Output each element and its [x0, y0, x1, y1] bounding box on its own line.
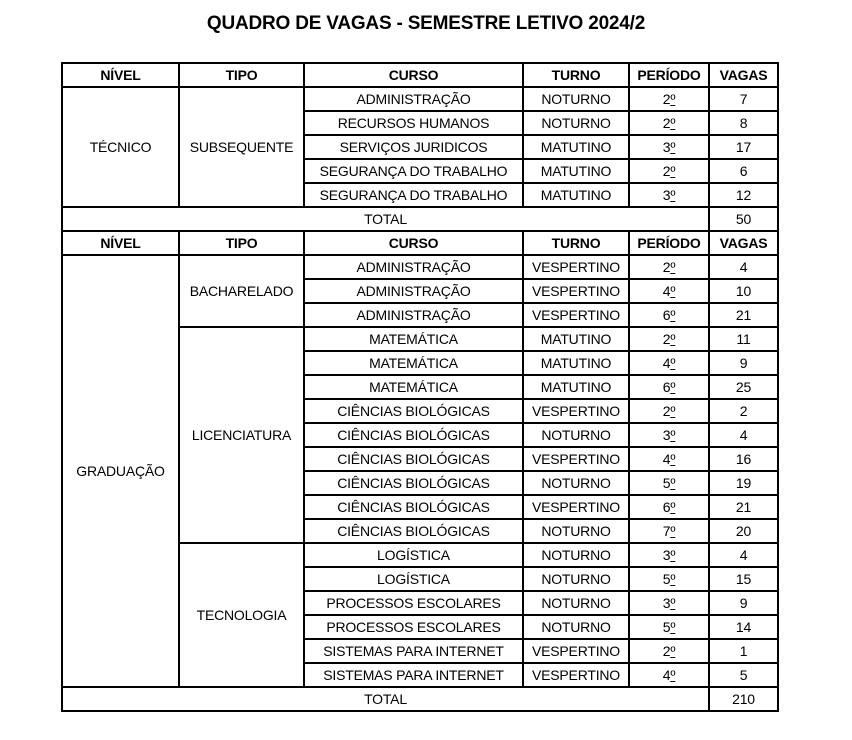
turno-cell: MATUTINO: [523, 135, 629, 159]
col-header-vagas: VAGAS: [709, 63, 778, 87]
curso-cell: SEGURANÇA DO TRABALHO: [304, 159, 523, 183]
periodo-cell: 2º: [629, 639, 709, 663]
turno-cell: MATUTINO: [523, 159, 629, 183]
vagas-cell: 5: [709, 663, 778, 687]
periodo-cell: 7º: [629, 519, 709, 543]
vagas-cell: 21: [709, 303, 778, 327]
col-header-periodo: PERÍODO: [629, 63, 709, 87]
col-header-curso: CURSO: [304, 231, 523, 255]
turno-cell: MATUTINO: [523, 351, 629, 375]
curso-cell: PROCESSOS ESCOLARES: [304, 591, 523, 615]
total-label: TOTAL: [62, 207, 709, 231]
curso-cell: ADMINISTRAÇÃO: [304, 255, 523, 279]
col-header-nivel: NÍVEL: [62, 231, 179, 255]
vagas-cell: 21: [709, 495, 778, 519]
tipo-cell: SUBSEQUENTE: [179, 87, 304, 207]
periodo-cell: 6º: [629, 375, 709, 399]
tipo-cell: LICENCIATURA: [179, 327, 304, 543]
turno-cell: NOTURNO: [523, 519, 629, 543]
col-header-periodo: PERÍODO: [629, 231, 709, 255]
turno-cell: MATUTINO: [523, 375, 629, 399]
col-header-vagas: VAGAS: [709, 231, 778, 255]
total-row: [62, 207, 778, 231]
periodo-cell: 3º: [629, 135, 709, 159]
turno-cell: VESPERTINO: [523, 399, 629, 423]
periodo-cell: 4º: [629, 279, 709, 303]
curso-cell: CIÊNCIAS BIOLÓGICAS: [304, 495, 523, 519]
curso-cell: MATEMÁTICA: [304, 327, 523, 351]
curso-cell: LOGÍSTICA: [304, 543, 523, 567]
turno-cell: NOTURNO: [523, 615, 629, 639]
turno-cell: VESPERTINO: [523, 663, 629, 687]
vagas-cell: 14: [709, 615, 778, 639]
vagas-cell: 19: [709, 471, 778, 495]
vagas-cell: 9: [709, 591, 778, 615]
curso-cell: ADMINISTRAÇÃO: [304, 279, 523, 303]
vagas-cell: 16: [709, 447, 778, 471]
vagas-cell: 6: [709, 159, 778, 183]
periodo-cell: 5º: [629, 567, 709, 591]
periodo-cell: 2º: [629, 159, 709, 183]
total-row: [62, 687, 778, 711]
nivel-cell: TÉCNICO: [62, 87, 179, 207]
turno-cell: VESPERTINO: [523, 303, 629, 327]
vagas-cell: 17: [709, 135, 778, 159]
turno-cell: NOTURNO: [523, 423, 629, 447]
header-row: [62, 63, 778, 87]
periodo-cell: 2º: [629, 255, 709, 279]
col-header-curso: CURSO: [304, 63, 523, 87]
curso-cell: SISTEMAS PARA INTERNET: [304, 639, 523, 663]
periodo-cell: 3º: [629, 543, 709, 567]
curso-cell: SISTEMAS PARA INTERNET: [304, 663, 523, 687]
header-row: [62, 231, 778, 255]
turno-cell: VESPERTINO: [523, 639, 629, 663]
col-header-tipo: TIPO: [179, 231, 304, 255]
periodo-cell: 3º: [629, 183, 709, 207]
vagas-cell: 1: [709, 639, 778, 663]
curso-cell: SERVIÇOS JURIDICOS: [304, 135, 523, 159]
vagas-cell: 8: [709, 111, 778, 135]
nivel-cell: GRADUAÇÃO: [62, 255, 179, 687]
tipo-cell: BACHARELADO: [179, 255, 304, 327]
vagas-cell: 25: [709, 375, 778, 399]
curso-cell: SEGURANÇA DO TRABALHO: [304, 183, 523, 207]
turno-cell: MATUTINO: [523, 327, 629, 351]
vagas-cell: 20: [709, 519, 778, 543]
periodo-cell: 4º: [629, 351, 709, 375]
periodo-cell: 6º: [629, 495, 709, 519]
curso-cell: LOGÍSTICA: [304, 567, 523, 591]
periodo-cell: 5º: [629, 471, 709, 495]
turno-cell: VESPERTINO: [523, 447, 629, 471]
periodo-cell: 4º: [629, 663, 709, 687]
vagas-cell: 12: [709, 183, 778, 207]
vagas-cell: 11: [709, 327, 778, 351]
curso-cell: CIÊNCIAS BIOLÓGICAS: [304, 423, 523, 447]
periodo-cell: 2º: [629, 87, 709, 111]
periodo-cell: 2º: [629, 399, 709, 423]
turno-cell: VESPERTINO: [523, 495, 629, 519]
periodo-cell: 5º: [629, 615, 709, 639]
turno-cell: NOTURNO: [523, 567, 629, 591]
periodo-cell: 6º: [629, 303, 709, 327]
curso-cell: MATEMÁTICA: [304, 351, 523, 375]
vagas-table: [61, 62, 779, 712]
curso-cell: CIÊNCIAS BIOLÓGICAS: [304, 399, 523, 423]
table-row: [62, 255, 778, 279]
vagas-cell: 7: [709, 87, 778, 111]
vagas-cell: 4: [709, 423, 778, 447]
page-title: QUADRO DE VAGAS - SEMESTRE LETIVO 2024/2: [206, 13, 646, 34]
turno-cell: NOTURNO: [523, 111, 629, 135]
curso-cell: ADMINISTRAÇÃO: [304, 303, 523, 327]
curso-cell: CIÊNCIAS BIOLÓGICAS: [304, 471, 523, 495]
vagas-cell: 9: [709, 351, 778, 375]
curso-cell: PROCESSOS ESCOLARES: [304, 615, 523, 639]
turno-cell: NOTURNO: [523, 87, 629, 111]
periodo-cell: 2º: [629, 327, 709, 351]
turno-cell: VESPERTINO: [523, 255, 629, 279]
periodo-cell: 3º: [629, 591, 709, 615]
periodo-cell: 4º: [629, 447, 709, 471]
turno-cell: VESPERTINO: [523, 279, 629, 303]
vagas-cell: 15: [709, 567, 778, 591]
col-header-turno: TURNO: [523, 231, 629, 255]
curso-cell: CIÊNCIAS BIOLÓGICAS: [304, 519, 523, 543]
vagas-cell: 10: [709, 279, 778, 303]
curso-cell: MATEMÁTICA: [304, 375, 523, 399]
tipo-cell: TECNOLOGIA: [179, 543, 304, 687]
total-vagas: 210: [709, 687, 778, 711]
turno-cell: NOTURNO: [523, 471, 629, 495]
vagas-cell: 4: [709, 255, 778, 279]
turno-cell: NOTURNO: [523, 543, 629, 567]
col-header-nivel: NÍVEL: [62, 63, 179, 87]
curso-cell: RECURSOS HUMANOS: [304, 111, 523, 135]
curso-cell: CIÊNCIAS BIOLÓGICAS: [304, 447, 523, 471]
turno-cell: MATUTINO: [523, 183, 629, 207]
total-vagas: 50: [709, 207, 778, 231]
total-label: TOTAL: [62, 687, 709, 711]
vagas-cell: 4: [709, 543, 778, 567]
curso-cell: ADMINISTRAÇÃO: [304, 87, 523, 111]
turno-cell: NOTURNO: [523, 591, 629, 615]
periodo-cell: 2º: [629, 111, 709, 135]
periodo-cell: 3º: [629, 423, 709, 447]
col-header-turno: TURNO: [523, 63, 629, 87]
col-header-tipo: TIPO: [179, 63, 304, 87]
vagas-cell: 2: [709, 399, 778, 423]
table-row: [62, 87, 778, 111]
